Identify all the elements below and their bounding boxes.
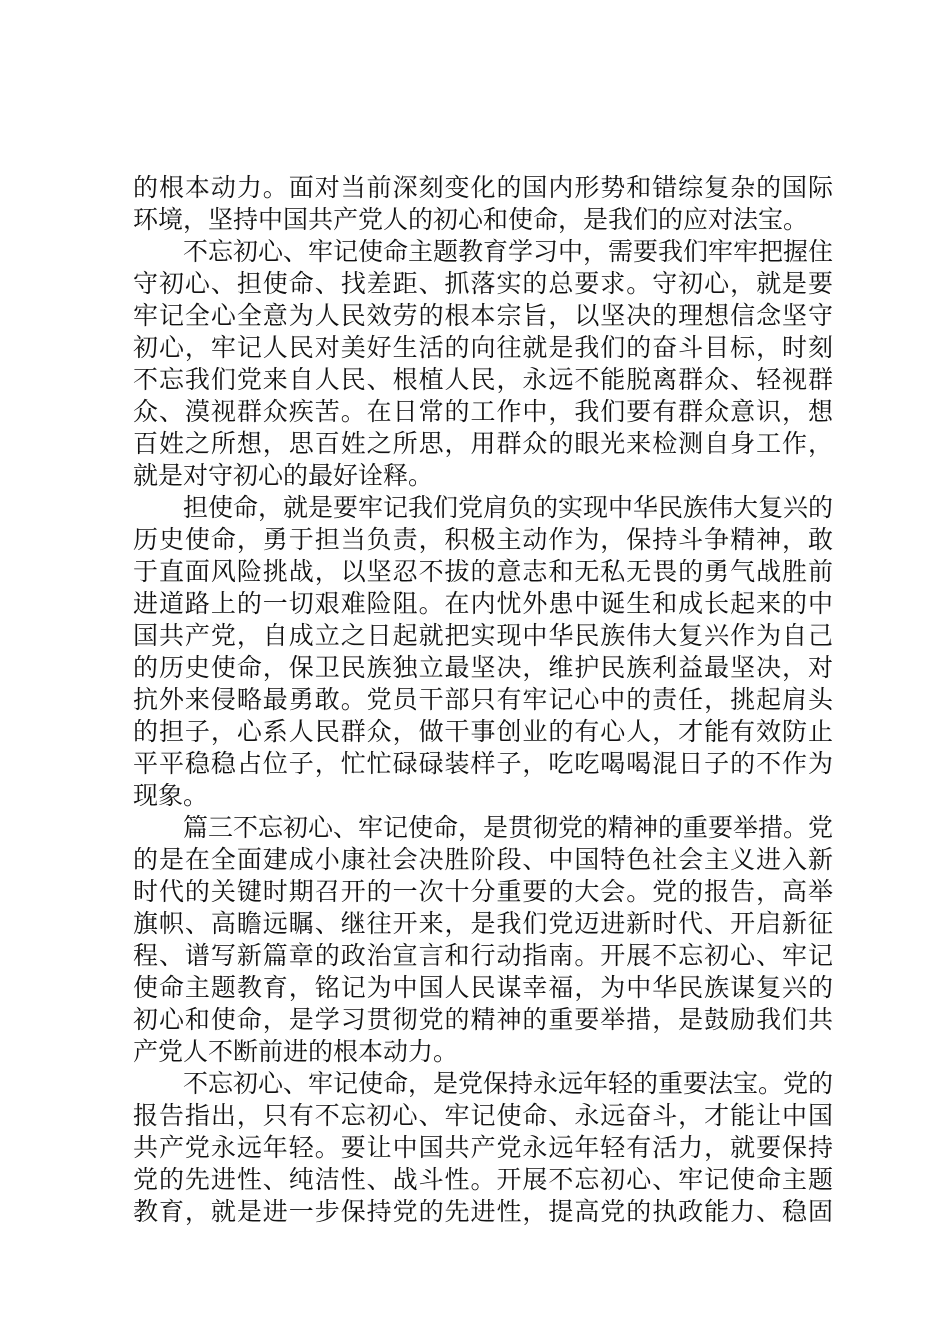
paragraph-start-line: 不忘初心、牢记使命，是党保持永远年轻的重要法宝。党的 bbox=[183, 1069, 834, 1098]
text-line: 守初心、担使命、找差距、抓落实的总要求。守初心，就是要 bbox=[133, 269, 833, 298]
text-line: 百姓之所想，思百姓之所思，用群众的眼光来检测自身工作， bbox=[133, 429, 833, 458]
text-line: 牢记全心全意为人民效劳的根本宗旨，以坚决的理想信念坚守 bbox=[133, 301, 833, 330]
paragraph-start-line: 不忘初心、牢记使命主题教育学习中，需要我们牢牢把握住 bbox=[183, 237, 834, 266]
text-line: 初心，牢记人民对美好生活的向往就是我们的奋斗目标，时刻 bbox=[133, 333, 833, 362]
text-line: 国共产党，自成立之日起就把实现中华民族伟大复兴作为自己 bbox=[133, 621, 833, 650]
text-line: 旗帜、高瞻远瞩、继往开来，是我们党迈进新时代、开启新征 bbox=[133, 909, 833, 938]
text-line: 时代的关键时期召开的一次十分重要的大会。党的报告，高举 bbox=[133, 877, 833, 906]
document-body bbox=[133, 172, 833, 1228]
text-line: 抗外来侵略最勇敢。党员干部只有牢记心中的责任，挑起肩头 bbox=[133, 685, 833, 714]
text-line: 历史使命，勇于担当负责，积极主动作为，保持斗争精神，敢 bbox=[133, 525, 833, 554]
paragraph-start-line: 担使命，就是要牢记我们党肩负的实现中华民族伟大复兴的 bbox=[183, 493, 834, 522]
text-line: 使命主题教育，铭记为中国人民谋幸福，为中华民族谋复兴的 bbox=[133, 973, 833, 1002]
text-line: 的根本动力。面对当前深刻变化的国内形势和错综复杂的国际 bbox=[133, 173, 833, 202]
text-line: 现象。 bbox=[133, 781, 209, 810]
text-line: 众、漠视群众疾苦。在日常的工作中，我们要有群众意识，想 bbox=[133, 397, 833, 426]
text-line: 初心和使命，是学习贯彻党的精神的重要举措，是鼓励我们共 bbox=[133, 1005, 833, 1034]
text-line: 环境，坚持中国共产党人的初心和使命，是我们的应对法宝。 bbox=[133, 205, 809, 234]
text-line: 的是在全面建成小康社会决胜阶段、中国特色社会主义进入新 bbox=[133, 845, 833, 874]
text-line: 党的先进性、纯洁性、战斗性。开展不忘初心、牢记使命主题 bbox=[133, 1165, 833, 1194]
text-line: 就是对守初心的最好诠释。 bbox=[133, 461, 434, 490]
text-line: 程、谱写新篇章的政治宣言和行动指南。开展不忘初心、牢记 bbox=[133, 941, 833, 970]
text-line: 教育，就是进一步保持党的先进性，提高党的执政能力、稳固 bbox=[133, 1197, 833, 1226]
text-line: 进道路上的一切艰难险阻。在内忧外患中诞生和成长起来的中 bbox=[133, 589, 833, 618]
text-line: 的历史使命，保卫民族独立最坚决，维护民族利益最坚决，对 bbox=[133, 653, 833, 682]
text-line: 共产党永远年轻。要让中国共产党永远年轻有活力，就要保持 bbox=[133, 1133, 833, 1162]
paragraph-start-line: 篇三不忘初心、牢记使命，是贯彻党的精神的重要举措。党 bbox=[183, 813, 834, 842]
text-line: 产党人不断前进的根本动力。 bbox=[133, 1037, 459, 1066]
text-line: 报告指出，只有不忘初心、牢记使命、永远奋斗，才能让中国 bbox=[133, 1101, 833, 1130]
text-line: 的担子，心系人民群众，做干事创业的有心人，才能有效防止 bbox=[133, 717, 833, 746]
text-line: 平平稳稳占位子，忙忙碌碌装样子，吃吃喝喝混日子的不作为 bbox=[133, 749, 833, 778]
text-line: 于直面风险挑战，以坚忍不拔的意志和无私无畏的勇气战胜前 bbox=[133, 557, 833, 586]
text-line: 不忘我们党来自人民、根植人民，永远不能脱离群众、轻视群 bbox=[133, 365, 833, 394]
